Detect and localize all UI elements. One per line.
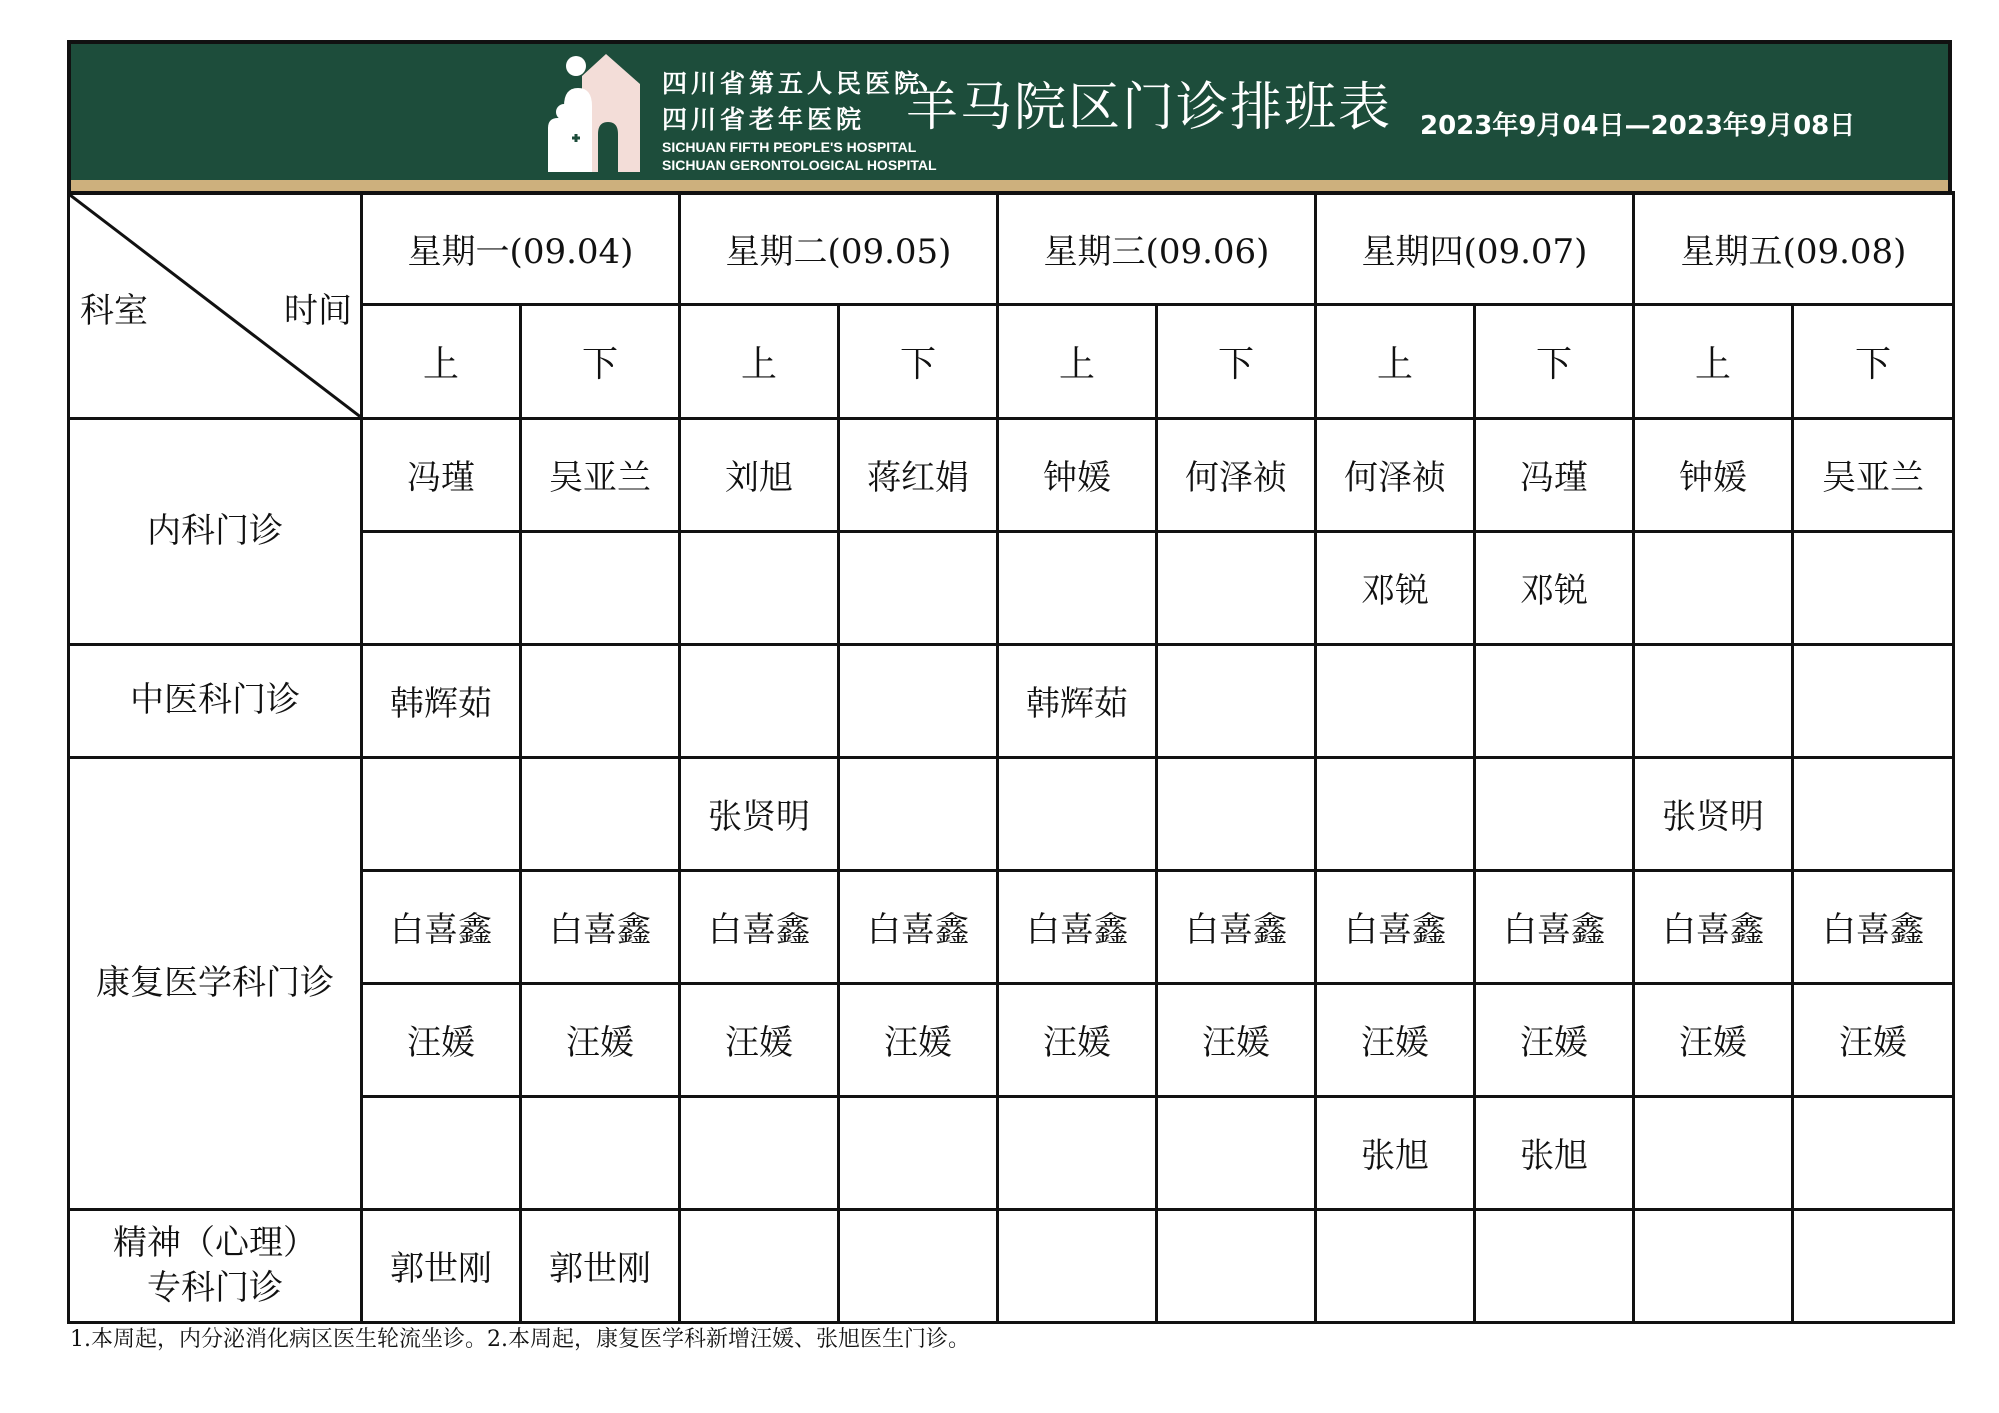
page-title: 羊马院区门诊排班表: [906, 78, 1393, 138]
doctor-cell: 汪媛: [1793, 983, 1954, 1096]
doctor-cell: 张贤明: [680, 757, 839, 870]
corner-time-label: 时间: [284, 291, 352, 331]
half-day-header: 上: [998, 304, 1157, 418]
doctor-cell: [521, 531, 680, 644]
doctor-cell: [1316, 1209, 1475, 1322]
day-header: 星期三(09.06): [998, 193, 1316, 304]
dept-psychiatry: [69, 1209, 362, 1322]
doctor-cell: 汪媛: [1316, 983, 1475, 1096]
doctor-cell: 何泽祯: [1157, 418, 1316, 531]
doctor-cell: 冯瑾: [362, 418, 521, 531]
doctor-cell: [998, 1209, 1157, 1322]
doctor-cell: [1793, 1096, 1954, 1209]
half-day-header: 上: [680, 304, 839, 418]
half-day-header: 下: [839, 304, 998, 418]
doctor-cell: 钟媛: [998, 418, 1157, 531]
doctor-cell: [521, 644, 680, 757]
doctor-cell: 汪媛: [680, 983, 839, 1096]
doctor-cell: [839, 531, 998, 644]
table-row: [69, 757, 1954, 870]
table-row: [69, 644, 1954, 757]
dept-psychiatry-line1: 精神（心理）: [113, 1223, 317, 1264]
schedule-table: [67, 191, 1955, 1324]
doctor-cell: [1634, 531, 1793, 644]
doctor-cell: [1475, 644, 1634, 757]
doctor-cell: [998, 531, 1157, 644]
doctor-cell: [839, 644, 998, 757]
half-day-header: 上: [1316, 304, 1475, 418]
doctor-cell: [1157, 1096, 1316, 1209]
half-day-header: 上: [362, 304, 521, 418]
doctor-cell: 吴亚兰: [1793, 418, 1954, 531]
doctor-cell: 郭世刚: [362, 1209, 521, 1322]
doctor-cell: [1475, 1209, 1634, 1322]
dept-tcm: 中医科门诊: [69, 644, 362, 757]
doctor-cell: [998, 757, 1157, 870]
doctor-cell: [1475, 757, 1634, 870]
doctor-cell: 韩辉茹: [998, 644, 1157, 757]
doctor-cell: [1157, 644, 1316, 757]
dept-psychiatry-line2: 专科门诊: [147, 1267, 283, 1308]
doctor-cell: 韩辉茹: [362, 644, 521, 757]
hospital-name-en-1: SICHUAN FIFTH PEOPLE'S HOSPITAL: [662, 139, 917, 155]
doctor-cell: [680, 644, 839, 757]
doctor-cell: 邓锐: [1316, 531, 1475, 644]
doctor-cell: 蒋红娟: [839, 418, 998, 531]
doctor-cell: [839, 1096, 998, 1209]
doctor-cell: 白喜鑫: [1793, 870, 1954, 983]
day-header: 星期五(09.08): [1634, 193, 1954, 304]
doctor-cell: [1793, 644, 1954, 757]
doctor-cell: 汪媛: [1157, 983, 1316, 1096]
doctor-cell: [680, 1209, 839, 1322]
doctor-cell: [1634, 644, 1793, 757]
day-header: 星期一(09.04): [362, 193, 680, 304]
half-day-header: 下: [1475, 304, 1634, 418]
dept-rehabilitation: 康复医学科门诊: [69, 757, 362, 1209]
half-day-header: 下: [1157, 304, 1316, 418]
doctor-cell: [1793, 757, 1954, 870]
doctor-cell: 钟媛: [1634, 418, 1793, 531]
doctor-cell: [839, 757, 998, 870]
doctor-cell: [1157, 1209, 1316, 1322]
doctor-cell: 汪媛: [521, 983, 680, 1096]
doctor-cell: 白喜鑫: [680, 870, 839, 983]
doctor-cell: 汪媛: [1634, 983, 1793, 1096]
doctor-cell: 白喜鑫: [1157, 870, 1316, 983]
doctor-cell: 白喜鑫: [839, 870, 998, 983]
header-gold-strip: [67, 180, 1952, 191]
doctor-cell: 邓锐: [1475, 531, 1634, 644]
doctor-cell: 刘旭: [680, 418, 839, 531]
table-row: [69, 418, 1954, 531]
doctor-cell: [998, 1096, 1157, 1209]
dept-internal-medicine: 内科门诊: [69, 418, 362, 644]
doctor-cell: 白喜鑫: [998, 870, 1157, 983]
half-day-header: 上: [1634, 304, 1793, 418]
half-day-header: 下: [1793, 304, 1954, 418]
table-row: [69, 1209, 1954, 1322]
doctor-cell: 何泽祯: [1316, 418, 1475, 531]
doctor-cell: 汪媛: [839, 983, 998, 1096]
doctor-cell: [362, 1096, 521, 1209]
doctor-cell: [1634, 1209, 1793, 1322]
doctor-cell: 郭世刚: [521, 1209, 680, 1322]
doctor-cell: [1157, 757, 1316, 870]
doctor-cell: 吴亚兰: [521, 418, 680, 531]
doctor-cell: [1634, 1096, 1793, 1209]
doctor-cell: [839, 1209, 998, 1322]
corner-cell: [69, 193, 362, 418]
day-header: 星期四(09.07): [1316, 193, 1634, 304]
doctor-cell: 冯瑾: [1475, 418, 1634, 531]
doctor-cell: [1316, 757, 1475, 870]
date-range: 2023年9月04日—2023年9月08日: [1420, 111, 1856, 141]
doctor-cell: 白喜鑫: [362, 870, 521, 983]
doctor-cell: 白喜鑫: [1475, 870, 1634, 983]
doctor-cell: [1793, 531, 1954, 644]
doctor-cell: [680, 1096, 839, 1209]
doctor-cell: [362, 531, 521, 644]
doctor-cell: 张旭: [1316, 1096, 1475, 1209]
doctor-cell: 张旭: [1475, 1096, 1634, 1209]
hospital-name-en-2: SICHUAN GERONTOLOGICAL HOSPITAL: [662, 157, 937, 173]
hospital-logo: [548, 48, 648, 174]
hospital-name-cn-1: 四川省第五人民医院: [662, 69, 924, 98]
doctor-cell: 张贤明: [1634, 757, 1793, 870]
doctor-cell: [362, 757, 521, 870]
doctor-cell: [521, 1096, 680, 1209]
doctor-cell: 汪媛: [362, 983, 521, 1096]
corner-dept-label: 科室: [80, 291, 148, 331]
doctor-cell: [521, 757, 680, 870]
doctor-cell: 汪媛: [1475, 983, 1634, 1096]
doctor-cell: [1157, 531, 1316, 644]
doctor-cell: [1316, 644, 1475, 757]
doctor-cell: 白喜鑫: [521, 870, 680, 983]
doctor-cell: 白喜鑫: [1316, 870, 1475, 983]
day-header-row: [69, 193, 1954, 304]
doctor-cell: 白喜鑫: [1634, 870, 1793, 983]
half-day-header: 下: [521, 304, 680, 418]
footnote: 1.本周起，内分泌消化病区医生轮流坐诊。2.本周起，康复医学科新增汪媛、张旭医生门诊。: [70, 1327, 970, 1352]
hospital-name-cn-2: 四川省老年医院: [662, 105, 866, 134]
doctor-cell: 汪媛: [998, 983, 1157, 1096]
doctor-cell: [680, 531, 839, 644]
day-header: 星期二(09.05): [680, 193, 998, 304]
doctor-cell: [1793, 1209, 1954, 1322]
